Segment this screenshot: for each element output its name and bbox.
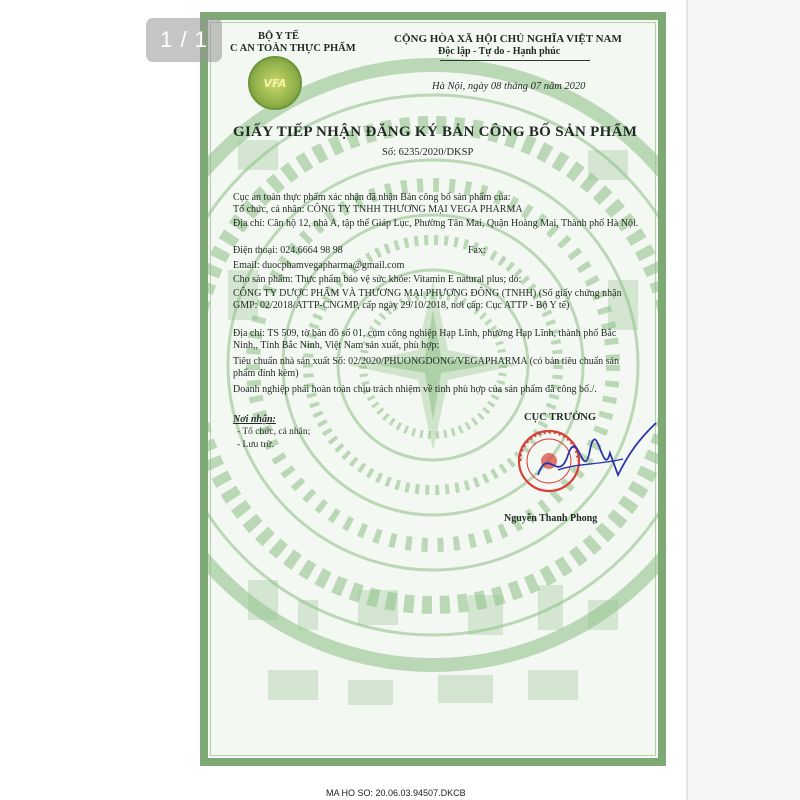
recipient-item: - Lưu trữ. xyxy=(237,440,274,450)
intro-line: Cục an toàn thực phẩm xác nhận đã nhận Bản công bố sản phẩm của: xyxy=(233,192,511,203)
organization-line: Tổ chức, cá nhân: CÔNG TY TNHH THƯƠNG MẠI VEGA PHARMA xyxy=(233,204,523,215)
certificate-document xyxy=(200,12,666,766)
recipients-label: Nơi nhận: xyxy=(233,414,276,425)
signatory-role: CỤC TRƯỞNG xyxy=(524,412,597,423)
manufacturer-line: CÔNG TY DƯỢC PHẨM VÀ THƯƠNG MẠI PHƯƠNG ĐÔNG (TNHH) (Số giấy chứng nhận GMP: 02/2018/ATTP-CNGMP, cấp ngày 29/10/2018, nơi cấp: Cục ATTP - Bộ Y tế) xyxy=(233,288,622,311)
motto-underline xyxy=(440,60,590,61)
page-counter: 1 / 1 xyxy=(146,18,222,62)
certificate-number: Số: 6235/2020/DKSP xyxy=(382,147,474,158)
record-code: MA HO SO: 20.06.03.94507.DKCB xyxy=(326,788,466,798)
country-name: CỘNG HÒA XÃ HỘI CHỦ NGHĨA VIỆT NAM xyxy=(394,33,622,45)
ministry-name: BỘ Y TẾ xyxy=(258,31,300,42)
product-line: Cho sản phẩm: Thực phẩm bảo vệ sức khỏe: Vitamin E natural plus; do: xyxy=(233,274,522,285)
responsibility-line: Doanh nghiệp phải hoàn toàn chịu trách nhiệm về tính phù hợp của sản phẩm đã công bố./. xyxy=(233,384,597,395)
manufacturer-address-line: Địa chỉ: TS 509, tờ bản đồ số 01, cụm công nghiệp Hạp Lĩnh, phường Hạp Lĩnh, thành phố Bắc Ninh,, Tỉnh Bắc Ninh, Việt Nam sản xuất, phù hợp: xyxy=(233,328,617,351)
national-motto: Độc lập - Tự do - Hạnh phúc xyxy=(438,46,561,57)
standard-line: Tiêu chuẩn nhà sản xuất Số: 02/2020/PHUONGDONG/VEGAPHARMA (có bản tiêu chuẩn sản phẩm đính kèm) xyxy=(233,356,619,379)
signatory-name: Nguyễn Thanh Phong xyxy=(504,513,598,524)
phone-line: Điện thoại: 024.6664 98 98 xyxy=(233,245,343,256)
address-line: Địa chỉ: Căn hộ 12, nhà A, tập thể Giáp Lục, Phường Tân Mai, Quận Hoàng Mai, Thành phố Hà Nội. xyxy=(233,218,639,229)
fax-line: Fax: xyxy=(468,245,486,256)
issue-date: Hà Nội, ngày 08 tháng 07 năm 2020 xyxy=(432,81,586,92)
department-name: C AN TOÀN THỰC PHẨM xyxy=(230,43,356,54)
email-line: Email: duocphamvegapharma@gmail.com xyxy=(233,260,405,271)
viewer-gutter xyxy=(688,0,800,800)
handwritten-signature xyxy=(528,415,658,505)
document-content xyxy=(208,20,658,758)
vfa-logo: VFA xyxy=(248,56,302,110)
recipient-item: - Tổ chức, cá nhân; xyxy=(237,427,311,437)
document-title: GIẤY TIẾP NHẬN ĐĂNG KÝ BẢN CÔNG BỐ SẢN PHẨM xyxy=(233,124,638,140)
